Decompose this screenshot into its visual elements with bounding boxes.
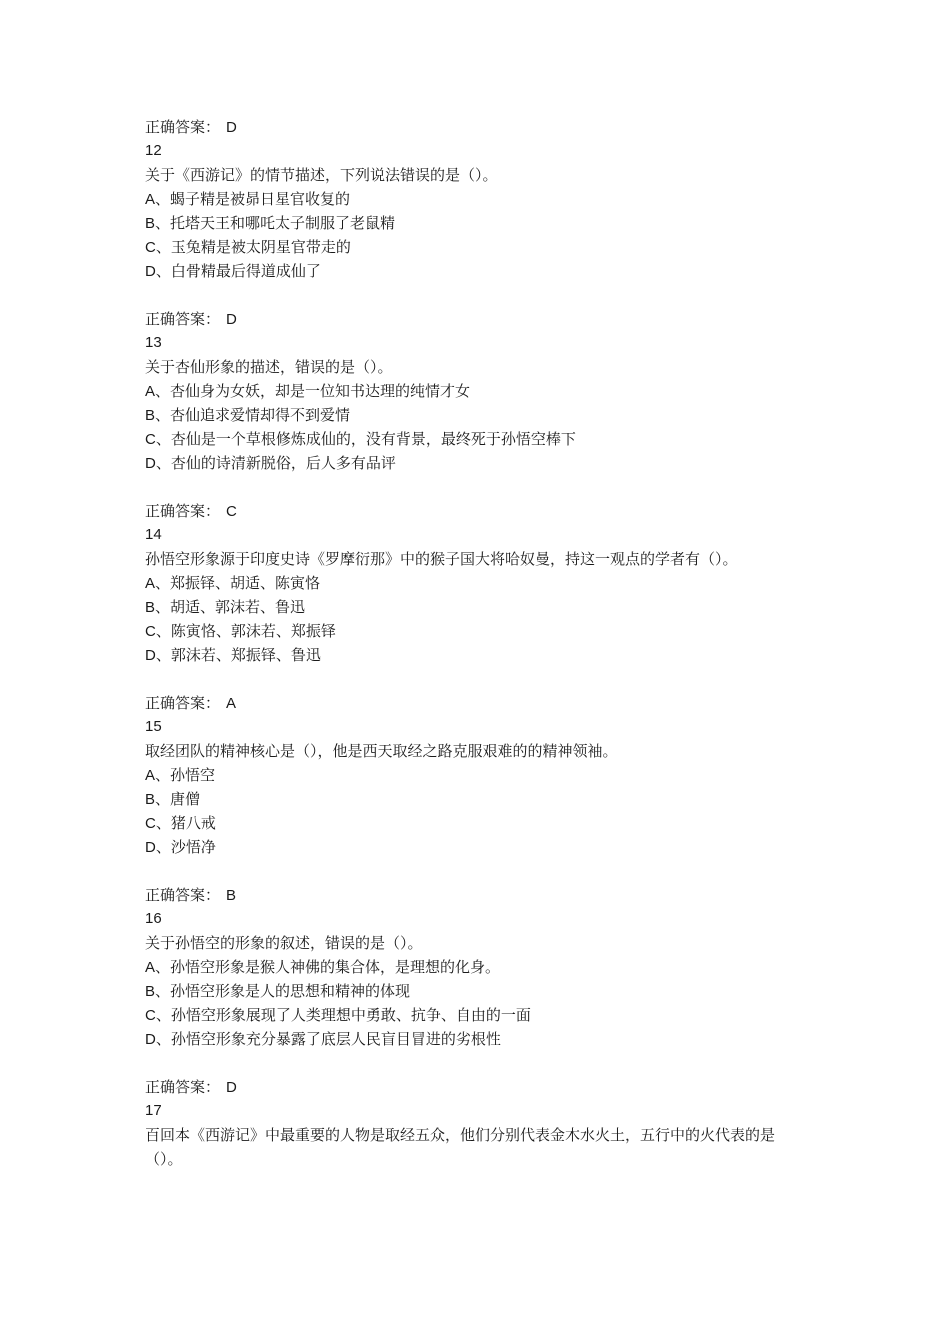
option-b — [145, 595, 810, 619]
option-text: 杏仙追求爱情却得不到爱情 — [170, 406, 351, 424]
option-separator: 、 — [155, 406, 171, 424]
option-text: 陈寅恪、郭沫若、郑振铎 — [170, 622, 336, 640]
option-separator: 、 — [155, 262, 171, 280]
option-c — [145, 427, 810, 451]
option-letter: D — [145, 263, 156, 280]
option-separator: 、 — [155, 982, 171, 1000]
option-text: 杏仙是一个草根修炼成仙的，没有背景，最终死于孙悟空棒下 — [170, 430, 576, 448]
option-text: 托塔天王和哪吒太子制服了老鼠精 — [170, 214, 396, 232]
option-text: 白骨精最后得道成仙了 — [170, 262, 321, 280]
option-separator: 、 — [155, 190, 171, 208]
option-letter: B — [145, 791, 156, 808]
question-number: 13 — [145, 334, 162, 351]
option-text: 郑振铎、胡适、陈寅恪 — [170, 574, 321, 592]
option-letter: B — [145, 599, 156, 616]
answer-value: D — [226, 311, 237, 328]
option-a — [145, 187, 810, 211]
option-separator: 、 — [155, 598, 171, 616]
answer-value: D — [226, 1079, 237, 1096]
option-letter: B — [145, 983, 156, 1000]
option-letter: B — [145, 407, 156, 424]
option-separator: 、 — [155, 814, 171, 832]
option-separator: 、 — [155, 958, 171, 976]
option-text: 孙悟空形象展现了人类理想中勇敢、抗争、自由的一面 — [170, 1006, 531, 1024]
option-letter: D — [145, 839, 156, 856]
answer-line — [145, 499, 810, 523]
answer-label: 正确答案： — [145, 310, 221, 328]
option-c — [145, 619, 810, 643]
option-separator: 、 — [155, 454, 171, 472]
option-letter: C — [145, 431, 156, 448]
option-a — [145, 379, 810, 403]
option-letter: A — [145, 959, 156, 976]
option-letter: A — [145, 383, 156, 400]
question-text: 取经团队的精神核心是（），他是西天取经之路克服艰难的的精神领袖。 — [145, 742, 618, 760]
option-text: 胡适、郭沫若、鲁迅 — [170, 598, 306, 616]
option-letter: C — [145, 1007, 156, 1024]
option-a — [145, 763, 810, 787]
option-letter: D — [145, 1031, 156, 1048]
question-text: 关于孙悟空的形象的叙述，错误的是（）。 — [145, 934, 423, 952]
question-number: 17 — [145, 1102, 162, 1119]
option-separator: 、 — [155, 574, 171, 592]
answer-value: D — [226, 119, 237, 136]
answer-label: 正确答案： — [145, 502, 221, 520]
option-separator: 、 — [155, 838, 171, 856]
option-text: 郭沫若、郑振铎、鲁迅 — [170, 646, 321, 664]
option-text: 杏仙的诗清新脱俗，后人多有品评 — [170, 454, 396, 472]
option-separator: 、 — [155, 238, 171, 256]
document-page — [145, 115, 810, 1171]
option-text: 沙悟净 — [170, 838, 216, 856]
option-text: 孙悟空形象是猴人神佛的集合体，是理想的化身。 — [170, 958, 501, 976]
option-c — [145, 1003, 810, 1027]
option-letter: D — [145, 647, 156, 664]
option-separator: 、 — [155, 622, 171, 640]
option-separator: 、 — [155, 430, 171, 448]
option-d — [145, 835, 810, 859]
option-separator: 、 — [155, 214, 171, 232]
option-d — [145, 643, 810, 667]
answer-line — [145, 883, 810, 907]
option-text: 蝎子精是被昴日星官收复的 — [170, 190, 351, 208]
option-separator: 、 — [155, 766, 171, 784]
option-b — [145, 211, 810, 235]
answer-label: 正确答案： — [145, 886, 221, 904]
question-text: 关于《西游记》的情节描述，下列说法错误的是（）。 — [145, 166, 498, 184]
question-text: 百回本《西游记》中最重要的人物是取经五众，他们分别代表金木水火土，五行中的火代表的是（）。 — [145, 1126, 776, 1168]
option-text: 玉兔精是被太阴星官带走的 — [170, 238, 351, 256]
answer-line — [145, 115, 810, 139]
answer-line — [145, 307, 810, 331]
option-separator: 、 — [155, 790, 171, 808]
option-text: 孙悟空形象是人的思想和精神的体现 — [170, 982, 411, 1000]
answer-label: 正确答案： — [145, 1078, 221, 1096]
option-b — [145, 787, 810, 811]
option-a — [145, 955, 810, 979]
option-separator: 、 — [155, 382, 171, 400]
option-separator: 、 — [155, 646, 171, 664]
answer-line — [145, 691, 810, 715]
option-c — [145, 235, 810, 259]
question-text: 关于杏仙形象的描述，错误的是（）。 — [145, 358, 393, 376]
answer-value: A — [226, 695, 237, 712]
answer-line — [145, 1075, 810, 1099]
answer-label: 正确答案： — [145, 118, 221, 136]
option-text: 杏仙身为女妖，却是一位知书达理的纯情才女 — [170, 382, 471, 400]
option-text: 孙悟空形象充分暴露了底层人民盲目冒进的劣根性 — [170, 1030, 501, 1048]
option-separator: 、 — [155, 1006, 171, 1024]
answer-value: C — [226, 503, 237, 520]
option-a — [145, 571, 810, 595]
option-d — [145, 451, 810, 475]
question-number: 15 — [145, 718, 162, 735]
answer-value: B — [226, 887, 237, 904]
question-number: 16 — [145, 910, 162, 927]
option-letter: A — [145, 767, 156, 784]
option-letter: C — [145, 623, 156, 640]
question-number: 14 — [145, 526, 162, 543]
option-text: 唐僧 — [170, 790, 201, 808]
option-text: 孙悟空 — [170, 766, 216, 784]
option-text: 猪八戒 — [170, 814, 216, 832]
option-letter: B — [145, 215, 156, 232]
option-letter: C — [145, 815, 156, 832]
option-separator: 、 — [155, 1030, 171, 1048]
question-number: 12 — [145, 142, 162, 159]
answer-label: 正确答案： — [145, 694, 221, 712]
option-b — [145, 979, 810, 1003]
option-letter: A — [145, 575, 156, 592]
option-d — [145, 259, 810, 283]
option-letter: A — [145, 191, 156, 208]
option-d — [145, 1027, 810, 1051]
option-c — [145, 811, 810, 835]
option-letter: C — [145, 239, 156, 256]
option-b — [145, 403, 810, 427]
option-letter: D — [145, 455, 156, 472]
question-text: 孙悟空形象源于印度史诗《罗摩衍那》中的猴子国大将哈奴曼，持这一观点的学者有（）。 — [145, 550, 738, 568]
